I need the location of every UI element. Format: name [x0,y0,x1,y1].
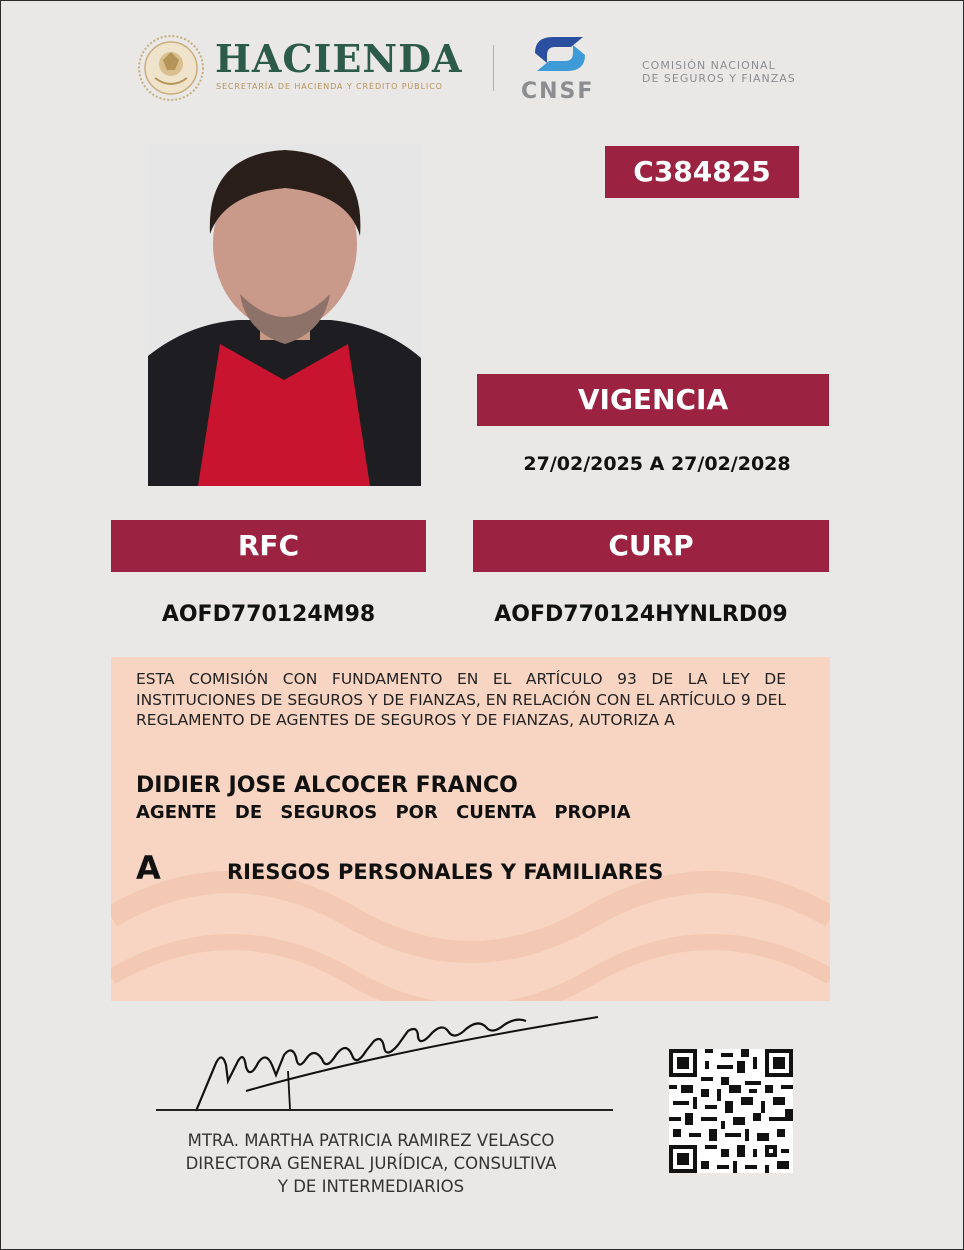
cnsf-full-name: COMISIÓN NACIONAL DE SEGUROS Y FIANZAS [642,59,796,85]
agent-role: AGENTE DE SEGUROS POR CUENTA PROPIA [136,802,631,823]
authorization-notice [111,657,830,1001]
curp-label: CURP [473,520,829,572]
header-divider [493,45,494,91]
hacienda-subtitle: SECRETARÍA DE HACIENDA Y CRÉDITO PÚBLICO [216,82,443,91]
signer-block [121,1129,621,1198]
cnsf-logo-icon [531,33,589,75]
rfc-value: AOFD770124M98 [161,602,376,627]
signer-name: MTRA. MARTHA PATRICIA RAMIREZ VELASCO [187,1131,555,1150]
rfc-label: RFC [111,520,426,572]
agent-photo [148,144,421,486]
hacienda-title: HACIENDA [215,36,463,81]
vigencia-label: VIGENCIA [477,374,829,426]
background-pattern-icon [111,827,830,1001]
signature-image [186,1001,606,1119]
qr-code-icon[interactable] [669,1049,793,1173]
credential-number: C384825 [605,146,799,198]
category-description: RIESGOS PERSONALES Y FAMILIARES [227,860,664,884]
hacienda-seal-icon [137,34,205,102]
signer-title-cont: Y DE INTERMEDIARIOS [277,1177,465,1196]
notice-text: ESTA COMISIÓN CON FUNDAMENTO EN EL ARTÍCULO 93 DE LA LEY DE INSTITUCIONES DE SEGUROS Y DE FIANZAS, EN RELACIÓN CON EL ARTÍCULO 9 DEL REGLAMENTO DE AGENTES DE SEGUROS Y DE FIANZAS, AUTORIZA A [136,670,786,729]
agent-name: DIDIER JOSE ALCOCER FRANCO [136,773,518,798]
cnsf-acronym: CNSF [521,79,595,104]
signer-title: DIRECTORA GENERAL JURÍDICA, CONSULTIVA [185,1154,557,1173]
curp-value: AOFD770124HYNLRD09 [494,602,788,627]
category-letter: A [136,849,161,887]
vigencia-value: 27/02/2025 A 27/02/2028 [523,453,791,475]
signature-line [156,1109,613,1111]
